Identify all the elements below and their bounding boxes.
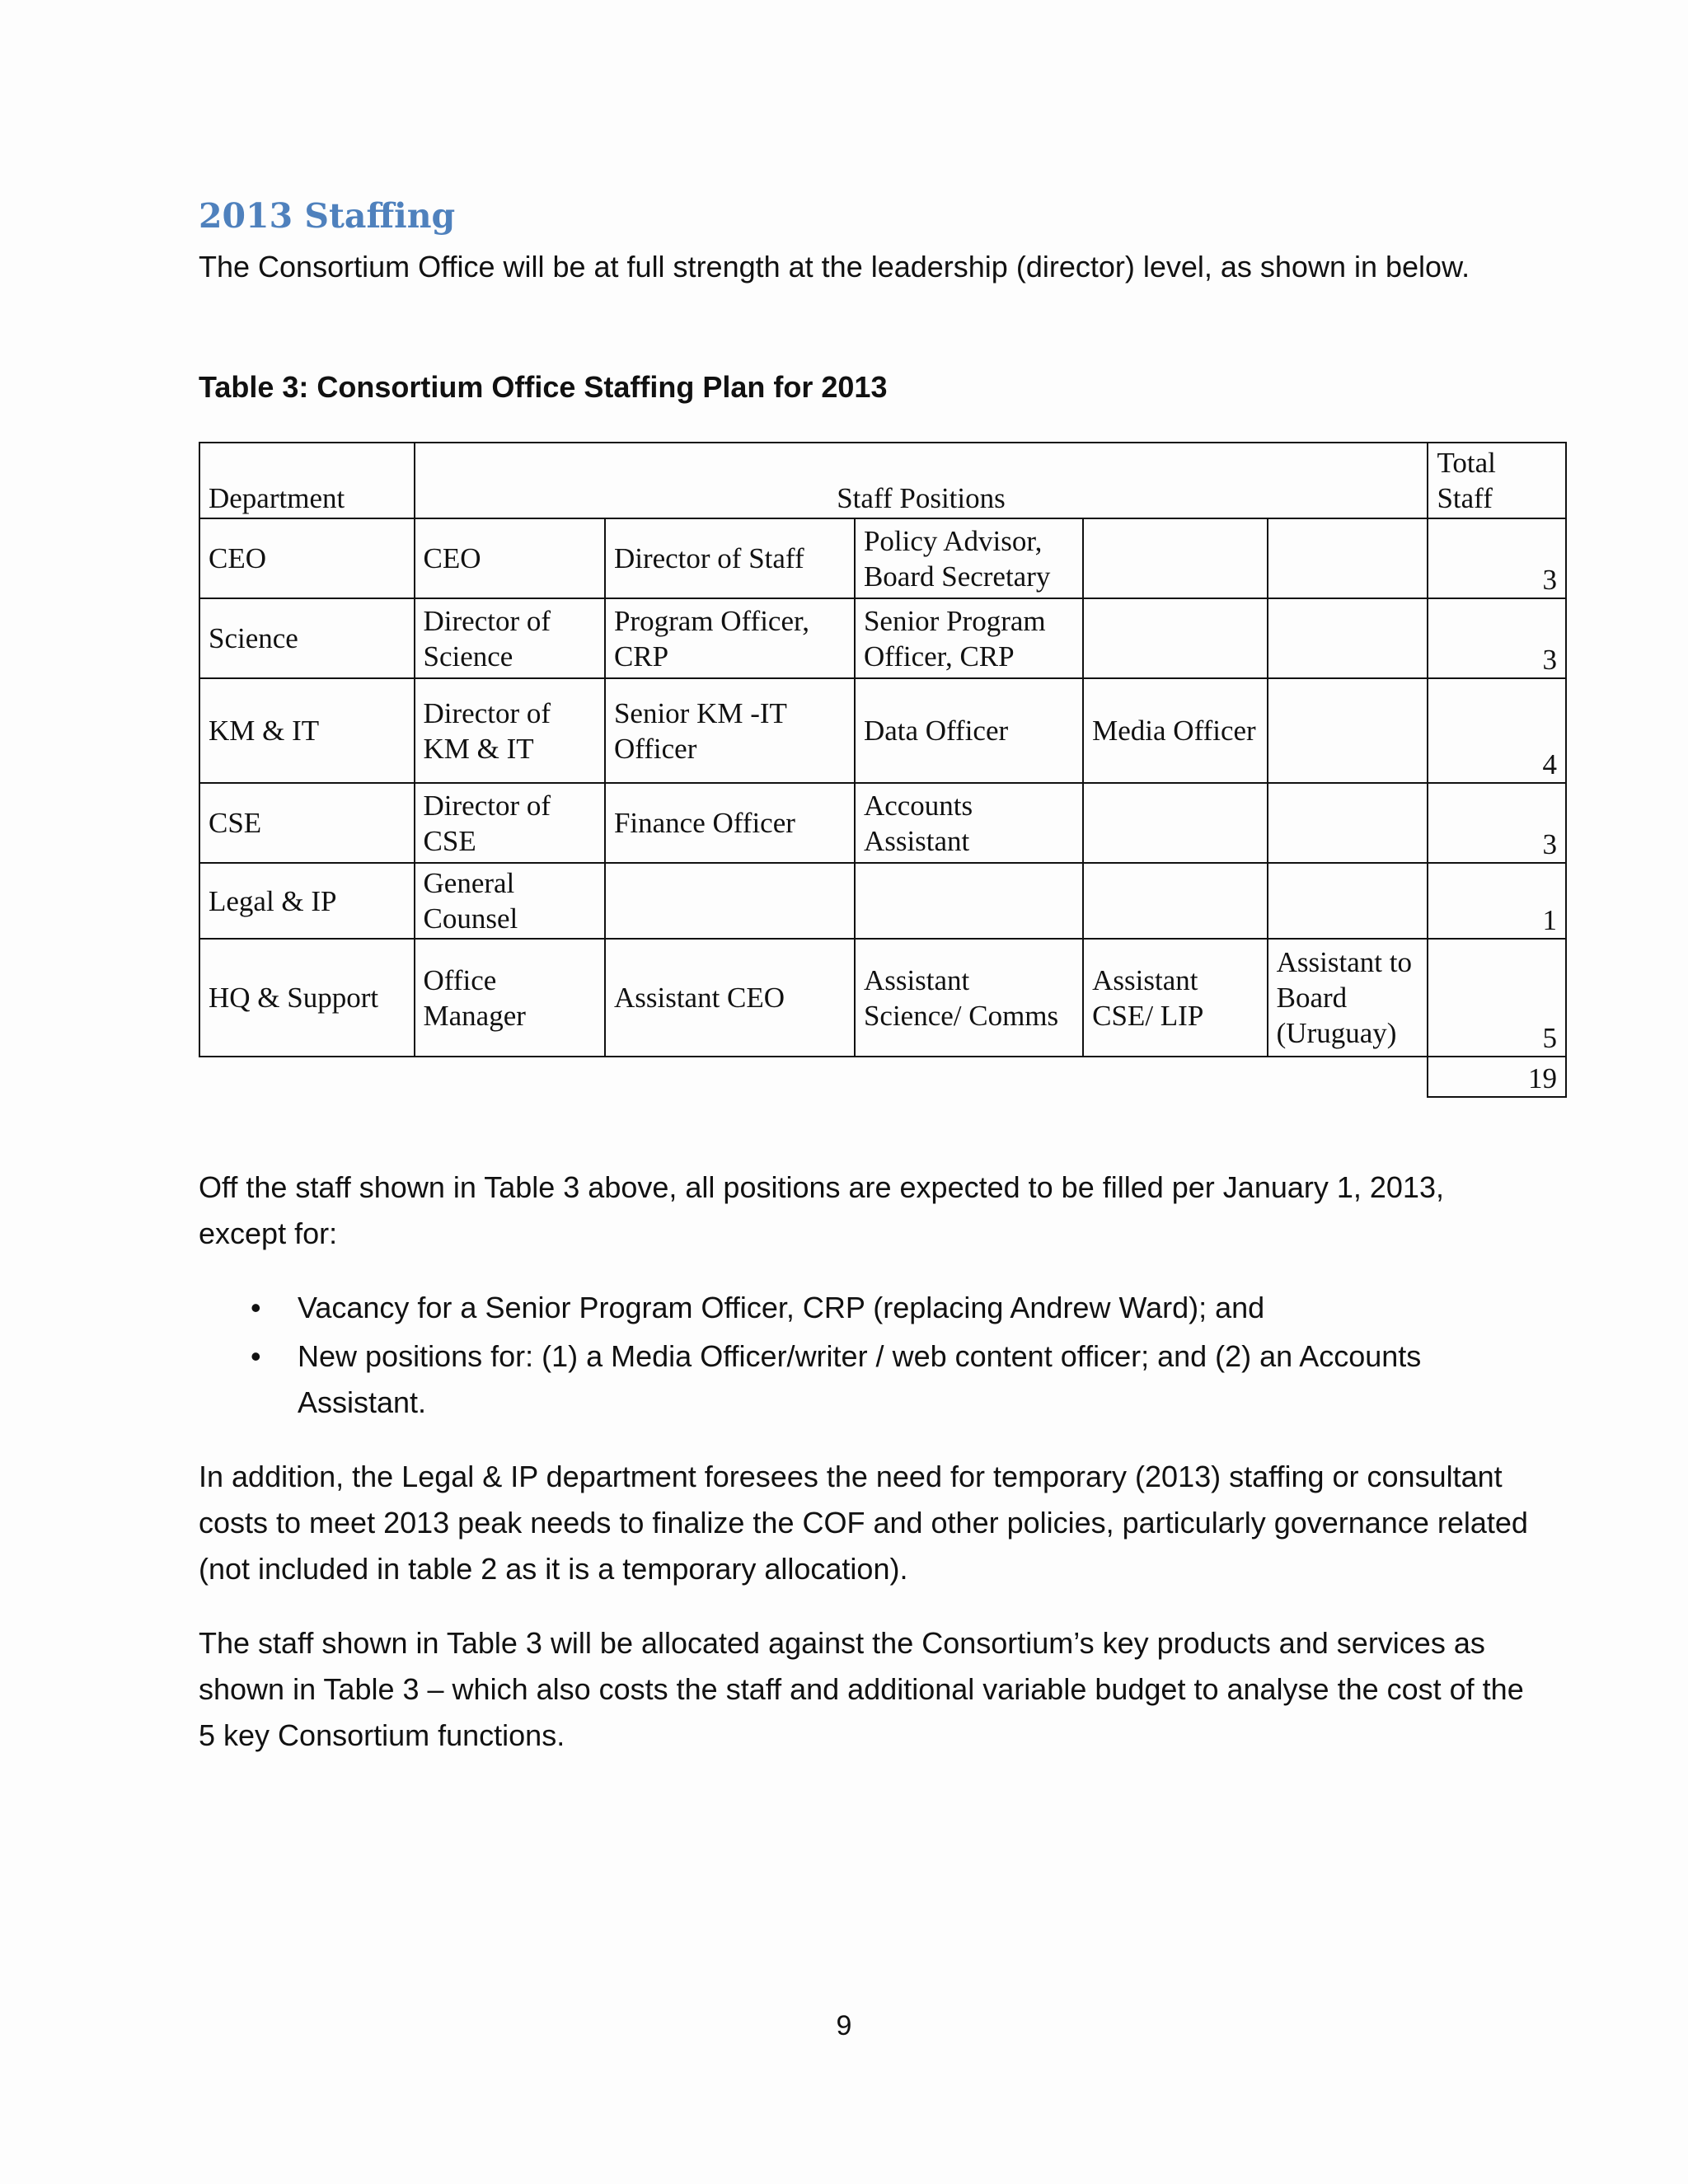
header-department: Department	[199, 443, 415, 518]
position-cell: Director of CSE	[415, 783, 605, 863]
table-row	[199, 518, 1566, 598]
header-staff-positions: Staff Positions	[415, 443, 1428, 518]
position-cell	[1083, 783, 1268, 863]
department-cell: CEO	[199, 518, 415, 598]
table-row	[199, 939, 1566, 1057]
grand-total-row	[199, 1057, 1566, 1097]
legal-ip-paragraph: In addition, the Legal & IP department foresees the need for temporary (2013) staffing or consultant costs to meet 2013 peak needs to finalize the COF and other policies, particularly governance related (not included in table 2 as it is a temporary allocation).	[199, 1460, 1528, 1586]
department-cell: Legal & IP	[199, 863, 415, 939]
allocation-paragraph: The staff shown in Table 3 will be allocated against the Consortium’s key products and services as shown in Table 3 – which also costs the staff and additional variable budget to analyse the cost of the 5 key Consortium functions.	[199, 1626, 1524, 1752]
total-cell: 4	[1428, 678, 1566, 783]
position-cell: Accounts Assistant	[855, 783, 1083, 863]
table-row	[199, 783, 1566, 863]
position-cell: Assistant to Board (Uruguay)	[1268, 939, 1428, 1057]
list-item	[199, 1285, 1534, 1331]
position-cell	[1268, 783, 1428, 863]
total-cell: 1	[1428, 863, 1566, 939]
position-cell: Director of Staff	[605, 518, 855, 598]
position-cell	[1268, 598, 1428, 678]
department-cell: CSE	[199, 783, 415, 863]
position-cell: Finance Officer	[605, 783, 855, 863]
bullet-icon: •	[251, 1339, 261, 1373]
table-header-row	[199, 443, 1566, 518]
position-cell: Senior Program Officer, CRP	[855, 598, 1083, 678]
bullet-icon: •	[251, 1291, 261, 1324]
position-cell	[1083, 598, 1268, 678]
position-cell: Assistant Science/ Comms	[855, 939, 1083, 1057]
position-cell	[1268, 678, 1428, 783]
bullet-list	[199, 1285, 1534, 1428]
table-caption: Table 3: Consortium Office Staffing Plan for 2013	[199, 370, 888, 404]
table-row	[199, 598, 1566, 678]
position-cell	[1083, 518, 1268, 598]
position-cell: Media Officer	[1083, 678, 1268, 783]
position-cell: Director of KM & IT	[415, 678, 605, 783]
intro-paragraph: The Consortium Office will be at full strength at the leadership (director) level, as shown in below.	[199, 250, 1470, 284]
grand-total-spacer	[199, 1057, 1428, 1097]
position-cell: Data Officer	[855, 678, 1083, 783]
position-cell: Office Manager	[415, 939, 605, 1057]
table-row	[199, 863, 1566, 939]
grand-total-cell: 19	[1428, 1057, 1566, 1097]
position-cell	[1268, 518, 1428, 598]
department-cell: HQ & Support	[199, 939, 415, 1057]
total-cell: 3	[1428, 518, 1566, 598]
position-cell: Policy Advisor, Board Secretary	[855, 518, 1083, 598]
section-heading: 2013 Staffing	[199, 196, 456, 236]
position-cell: Senior KM -IT Officer	[605, 678, 855, 783]
total-cell: 5	[1428, 939, 1566, 1057]
paragraph-after-table: Off the staff shown in Table 3 above, all positions are expected to be filled per January 1, 2013, except for:	[199, 1170, 1444, 1250]
list-item	[199, 1333, 1534, 1426]
position-cell	[855, 863, 1083, 939]
total-cell: 3	[1428, 598, 1566, 678]
position-cell	[1083, 863, 1268, 939]
department-cell: KM & IT	[199, 678, 415, 783]
list-item-text: New positions for: (1) a Media Officer/writer / web content officer; and (2) an Accounts Assistant.	[298, 1339, 1422, 1419]
position-cell: CEO	[415, 518, 605, 598]
staffing-table	[199, 442, 1567, 1098]
header-total-staff: Total Staff	[1428, 443, 1566, 518]
page-number: 9	[836, 2010, 852, 2041]
position-cell	[1268, 863, 1428, 939]
list-item-text: Vacancy for a Senior Program Officer, CRP (replacing Andrew Ward); and	[298, 1291, 1265, 1324]
position-cell: Assistant CSE/ LIP	[1083, 939, 1268, 1057]
position-cell: Assistant CEO	[605, 939, 855, 1057]
position-cell: Program Officer, CRP	[605, 598, 855, 678]
position-cell: Director of Science	[415, 598, 605, 678]
position-cell: General Counsel	[415, 863, 605, 939]
total-cell: 3	[1428, 783, 1566, 863]
table-row	[199, 678, 1566, 783]
department-cell: Science	[199, 598, 415, 678]
position-cell	[605, 863, 855, 939]
